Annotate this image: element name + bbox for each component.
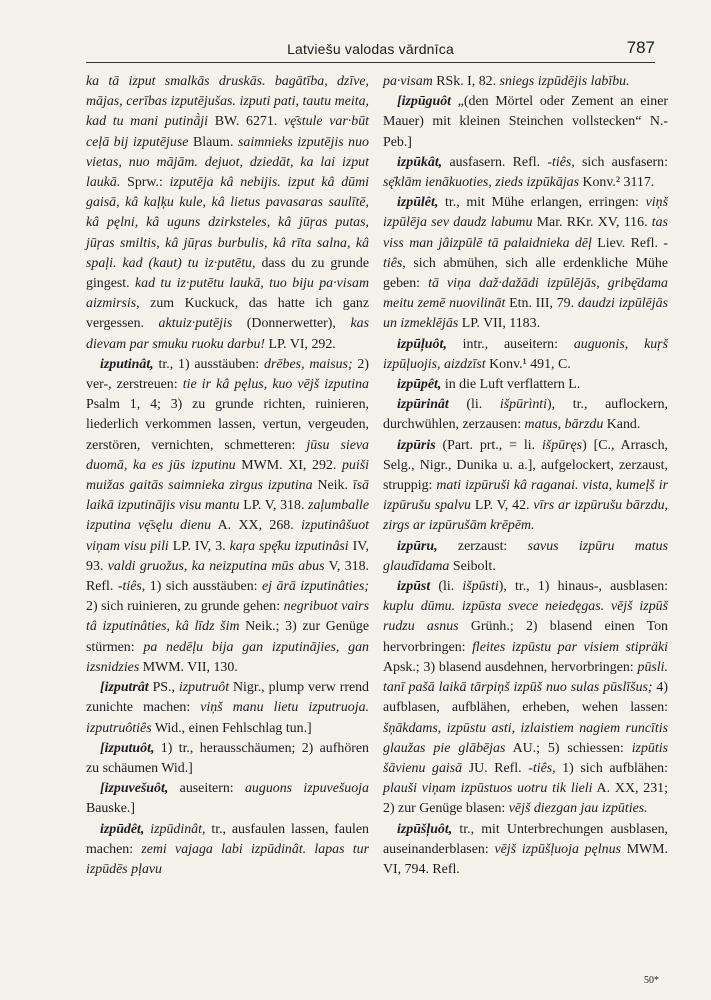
gloss-text: (li. <box>448 397 500 413</box>
example-text: vę̄stule var·būt ceļā bij izputējuse <box>86 114 370 150</box>
gloss-text: 1) sich aufblähen: <box>555 760 668 776</box>
right-column <box>383 72 668 880</box>
gloss-text: intr., auseitern: <box>446 336 574 352</box>
signature-mark: 50* <box>644 975 659 986</box>
gloss-text: in die Luft verflattern L. <box>441 377 581 393</box>
example-text: pa·visam <box>383 74 433 89</box>
gloss-text: Grünh.; 2) blasend einen Ton hervorbringen: <box>383 619 668 655</box>
gloss-text: Psalm 1, 4; 3) zu grunde richten, ruinieren, liederlich verkommen lassen, vertun, vergeuden, zerstören, vernichten, schmetteren: <box>86 397 369 453</box>
gloss-text: tr., 1) ausstäuben: <box>153 356 265 372</box>
left-column <box>86 72 369 880</box>
dictionary-entry-izpust <box>383 577 668 819</box>
gloss-text: LP. VII, 1183. <box>458 316 541 332</box>
dictionary-entry-izpudet_cont <box>383 72 668 92</box>
gloss-text: Konv.¹ 491, C. <box>485 356 571 372</box>
gloss-text: zum Kuckuck, das hatte ich ganz vergessen. <box>86 296 369 332</box>
dictionary-entry-izputuot <box>86 739 369 779</box>
dictionary-entry-izpuris <box>383 436 668 537</box>
example-text: pa nedēļu bija gan izputinājies, gan izsnidzies <box>86 639 369 675</box>
gloss-text: tr., ausfaulen lassen, faulen machen: <box>86 821 369 857</box>
example-text: vējš diezgan jau izpūties. <box>508 801 648 817</box>
headword: izpūru, <box>397 538 438 554</box>
gloss-text: 1) tr., herausschäumen; 2) aufhören zu schäumen Wid.] <box>86 740 369 776</box>
example-text: zemi vajaga labi izpūdinât. lapas tur izpūdēs pļavu <box>86 841 369 877</box>
example-text: izputēja kâ nebijis. izput kâ dūmi gaisā, kâ kaļķu kule, kâ lietus pavasaras saulītē, kâ pęlni, kâ uguns dzirksteles, kâ jūŗas putas, jūŗas smiltis, kâ jūŗas burbulis, kâ rīta salna, kâ spaļi. kad (kaut) tu iz·putētu, <box>86 175 369 271</box>
gloss-text: Liev. Refl. <box>591 235 664 251</box>
gloss-text: dass du zu grunde gingest. <box>86 255 369 292</box>
gloss-text: 2) sich ruinieren, zu grunde gehen: <box>86 599 284 615</box>
page-header <box>86 38 655 60</box>
example-text: izpūtis šāvienu gaisā <box>383 740 668 776</box>
example-text: vīrs ar izpūrušu bārzdu, zirgs ar izpūrušām krēpēm. <box>383 498 668 534</box>
gloss-text: Neik.; 3) zur Genüge stürmen: <box>86 619 369 655</box>
gloss-text: Etn. III, 79. <box>505 296 578 312</box>
gloss-text: ), tr., auflockern, durchwühlen, zerzausen: <box>383 397 668 433</box>
gloss-text: V, 318. Refl. <box>86 558 370 595</box>
headword: izpūlêt, <box>397 195 439 211</box>
gloss-text: AU.; 5) schiessen: <box>505 740 632 756</box>
headword: [izputuôt, <box>100 740 155 756</box>
gloss-text: (li. <box>430 579 463 595</box>
gloss-text: IV, 93. <box>86 538 369 574</box>
example-text: ej ārā izputinâties; <box>262 579 369 595</box>
gloss-text: RSk. I, 82. <box>432 74 500 89</box>
gloss-text: sich abmühen, sich alle erdenkliche Mühe geben: <box>383 255 668 292</box>
gloss-text: ), tr., 1) hinaus-, ausblasen: <box>498 579 669 595</box>
gloss-text: BW. 6271. <box>208 114 284 130</box>
gloss-text: Apsk.; 3) blasend ausdehnen, hervorbringen: <box>383 659 638 675</box>
example-text: plauši viņam izpūstuos uotru tik lieli <box>383 781 593 797</box>
gloss-text: Kand. <box>603 417 641 433</box>
example-text: -tiês, <box>117 579 146 595</box>
example-text: auguonis, kuŗš izpūļuojis, aizdzīst <box>383 336 668 372</box>
gloss-text: 2) ver-, zerstreuen: <box>86 356 369 393</box>
gloss-text: MWM. XI, 292. <box>235 457 342 473</box>
page-number: 787 <box>626 38 655 57</box>
gloss-text: ) [C., Arrasch, Selg., Nigr., Dunika u. a.], aufgelockert, zerzaust, struppig: <box>383 437 668 494</box>
dictionary-entry-izputinat <box>86 355 369 678</box>
gloss-text: Seibolt. <box>449 558 496 574</box>
gloss-text: Sprw.: <box>120 175 170 191</box>
headword: [izpūguôt <box>397 94 452 110</box>
headword: [izpuvešuôt, <box>100 781 169 797</box>
gloss-text: LP. V, 318. <box>239 498 309 514</box>
gloss-text: LP. VI, 292. <box>265 336 336 352</box>
example-text: zaļumballe izputina vę̄sęlu dienu <box>86 498 370 534</box>
example-text: īsā laikā izputinājis visu mantu <box>86 478 370 514</box>
headword: izpūkât, <box>397 154 443 170</box>
headword: izpūris <box>397 437 436 453</box>
dictionary-entry-izpuru <box>383 537 668 577</box>
example-text: valdi gruožus, ka neizputina mūs abus <box>107 558 325 574</box>
gloss-text: zerzaust: <box>437 538 528 554</box>
gloss-text: Mar. RKr. XV, 116. <box>532 215 652 231</box>
dictionary-entry-izpupet <box>383 375 668 395</box>
example-text: izputinâšuot viņam visu pili <box>86 518 369 554</box>
dictionary-entry-izpuluot <box>383 335 668 375</box>
gloss-text: auseitern: <box>168 781 245 797</box>
headword: izpūdêt, <box>100 821 145 837</box>
headword: izpūļuôt, <box>397 336 447 352</box>
gloss-text: PS., <box>148 680 179 696</box>
gloss-text: (Part. prt., = li. <box>435 437 542 453</box>
example-text: kaŗa spę̄ku izputinâsi <box>229 538 349 554</box>
example-text: aktuiz·putējis <box>158 316 233 332</box>
gloss-text: 1) sich ausstäuben: <box>145 579 262 595</box>
gloss-text: A. XX, 231; 2) zur Genüge blasen: <box>383 781 668 817</box>
dictionary-entry-izpurinat <box>383 395 668 435</box>
example-text: saimnieks izputējis nuo vietas, nuo mājām. dejuot, dziedāt, ka lai izput laukā. <box>86 134 369 191</box>
example-text: puiši muižas gaitās saimnieka zirgus izputina <box>86 457 369 494</box>
gloss-text: JU. Refl. <box>462 760 529 776</box>
example-text: viņš manu lietu izputruoja. izputruôtiês <box>86 700 369 736</box>
gloss-text: MWM. VII, 130. <box>139 659 238 675</box>
gloss-text: tr., mit Mühe erlangen, erringen: <box>438 195 646 211</box>
example-text: kuplu dūmu. izpūsta svece neiedęgas. vējš izpūš rudzu asnus <box>383 599 668 635</box>
gloss-text: Nigr., plump verw rrend zunichte machen: <box>86 680 370 716</box>
example-text: tas viss man jâizpūlē tā palaidnieka dēļ <box>383 215 668 251</box>
example-text: mati izpūruši kâ raganai. vista, kumeļš ir izpūrušu spalvu <box>383 478 668 514</box>
gloss-text: A. XX, 268. <box>211 518 302 534</box>
dictionary-entry-izpusluot <box>383 820 668 881</box>
dictionary-entry-izputrat <box>86 678 369 739</box>
example-text: savus izpūru matus glaudīdama <box>383 538 668 574</box>
gloss-text: MWM. VI, 794. Refl. <box>383 841 668 877</box>
headword: izpūšļuôt, <box>397 821 453 837</box>
example-text: kad tu iz·putētu laukā, tuo biju pa·visam aizmirsis, <box>86 276 369 312</box>
gloss-text: Konv.² 3117. <box>578 175 655 191</box>
gloss-text: Neik. <box>312 478 353 494</box>
dictionary-entry-izpudet <box>86 820 369 881</box>
example-text: išpūrìnti <box>499 397 548 413</box>
dictionary-entry-izpulet <box>383 193 668 334</box>
example-text: matus, bārzdu <box>524 417 604 433</box>
example-text: auguons izpuvešuoja <box>244 781 369 797</box>
example-text: -tiês, <box>383 235 668 271</box>
example-text: -tiês, <box>528 760 556 776</box>
headword: izpūst <box>397 579 431 595</box>
headword: izpūrinât <box>397 397 449 413</box>
gloss-text: ausfasern. Refl. <box>442 154 548 170</box>
example-text: sę̄klām ienākuoties, zieds izpūkājas <box>383 175 579 191</box>
example-text: izpūdinât, <box>150 821 206 837</box>
example-text: tie ir kâ pęlus, kuo vējš izputina <box>182 377 369 393</box>
example-text: negribuot vairs tâ izputinâties, kâ līdz šim <box>86 599 369 635</box>
example-text: pūsli. tanī pašā laikā tārpiņš izpūš nuo sulas pūslīšus; <box>383 659 668 696</box>
running-title: Latviešu valodas vārdnīca <box>287 41 454 57</box>
gloss-text: 4) aufblasen, aufblähen, erheben, wehen lassen: <box>383 680 669 716</box>
dictionary-entry-izpuvesuot <box>86 779 369 819</box>
headword: izpūpêt, <box>397 377 442 393</box>
gloss-text: LP. IV, 3. <box>168 538 230 554</box>
example-text: izputruôt <box>178 680 230 696</box>
gloss-text: tr., mit Unterbrechungen ausblasen, auseinanderblasen: <box>383 821 668 857</box>
gloss-text: LP. V, 42. <box>470 498 534 514</box>
example-text: išpūsti <box>462 579 499 595</box>
gloss-text: (Donnerwetter), <box>232 316 351 332</box>
example-text: šņākdams, izpūstu asti, izlaistiem nagiem runcītis glaužas pie glābējas <box>383 720 668 756</box>
dictionary-entry-izputet_cont <box>86 72 369 355</box>
example-text: daudzi izpūlējās un izmeklējās <box>383 296 668 332</box>
example-text: sniegs izpūdējis labību. <box>499 74 630 89</box>
gloss-text: „(den Mörtel oder Zement an einer Mauer) mit kleinen Steinchen vollstecken“ N.-Peb.] <box>383 94 668 150</box>
example-text: kas dievam par smuku ruoku darbu! <box>86 316 369 352</box>
gloss-text: sich ausfasern: <box>574 154 668 170</box>
example-text: -tiês, <box>547 154 575 170</box>
example-text: fleites izpūstu par visiem stipräki <box>472 639 668 655</box>
example-text: tā viņa daž·dažādi izpūlējās, gribę̄dama meitu zemē nuovilināt <box>383 276 668 312</box>
headword: izputinât, <box>100 356 154 372</box>
header-rule <box>86 62 655 63</box>
gloss-text: Wid., einen Fehlschlag tun.] <box>151 720 312 736</box>
dictionary-entry-izpuguot <box>383 92 668 153</box>
gloss-text: Blaum. <box>188 134 238 150</box>
dictionary-entry-izpukat <box>383 153 668 193</box>
example-text: jūsu sieva duomā, ka es jūs izputinu <box>86 437 370 473</box>
example-text: drēbes, maisus; <box>264 356 353 372</box>
example-text: viņš izpūlēja sev daudz labumu <box>383 195 668 231</box>
example-text: išpūręs <box>541 437 583 453</box>
gloss-text: Bauske.] <box>86 801 135 817</box>
headword: [izputrât <box>100 680 149 696</box>
example-text: vējš izpūšļuoja pęlnus <box>494 841 621 857</box>
example-text: ka tā izput smalkās druskās. bagātība, dzīve, mājas, cerības izputējušas. izputi pati, tautu meita, kad tu mani putinā̀ji <box>86 74 369 130</box>
